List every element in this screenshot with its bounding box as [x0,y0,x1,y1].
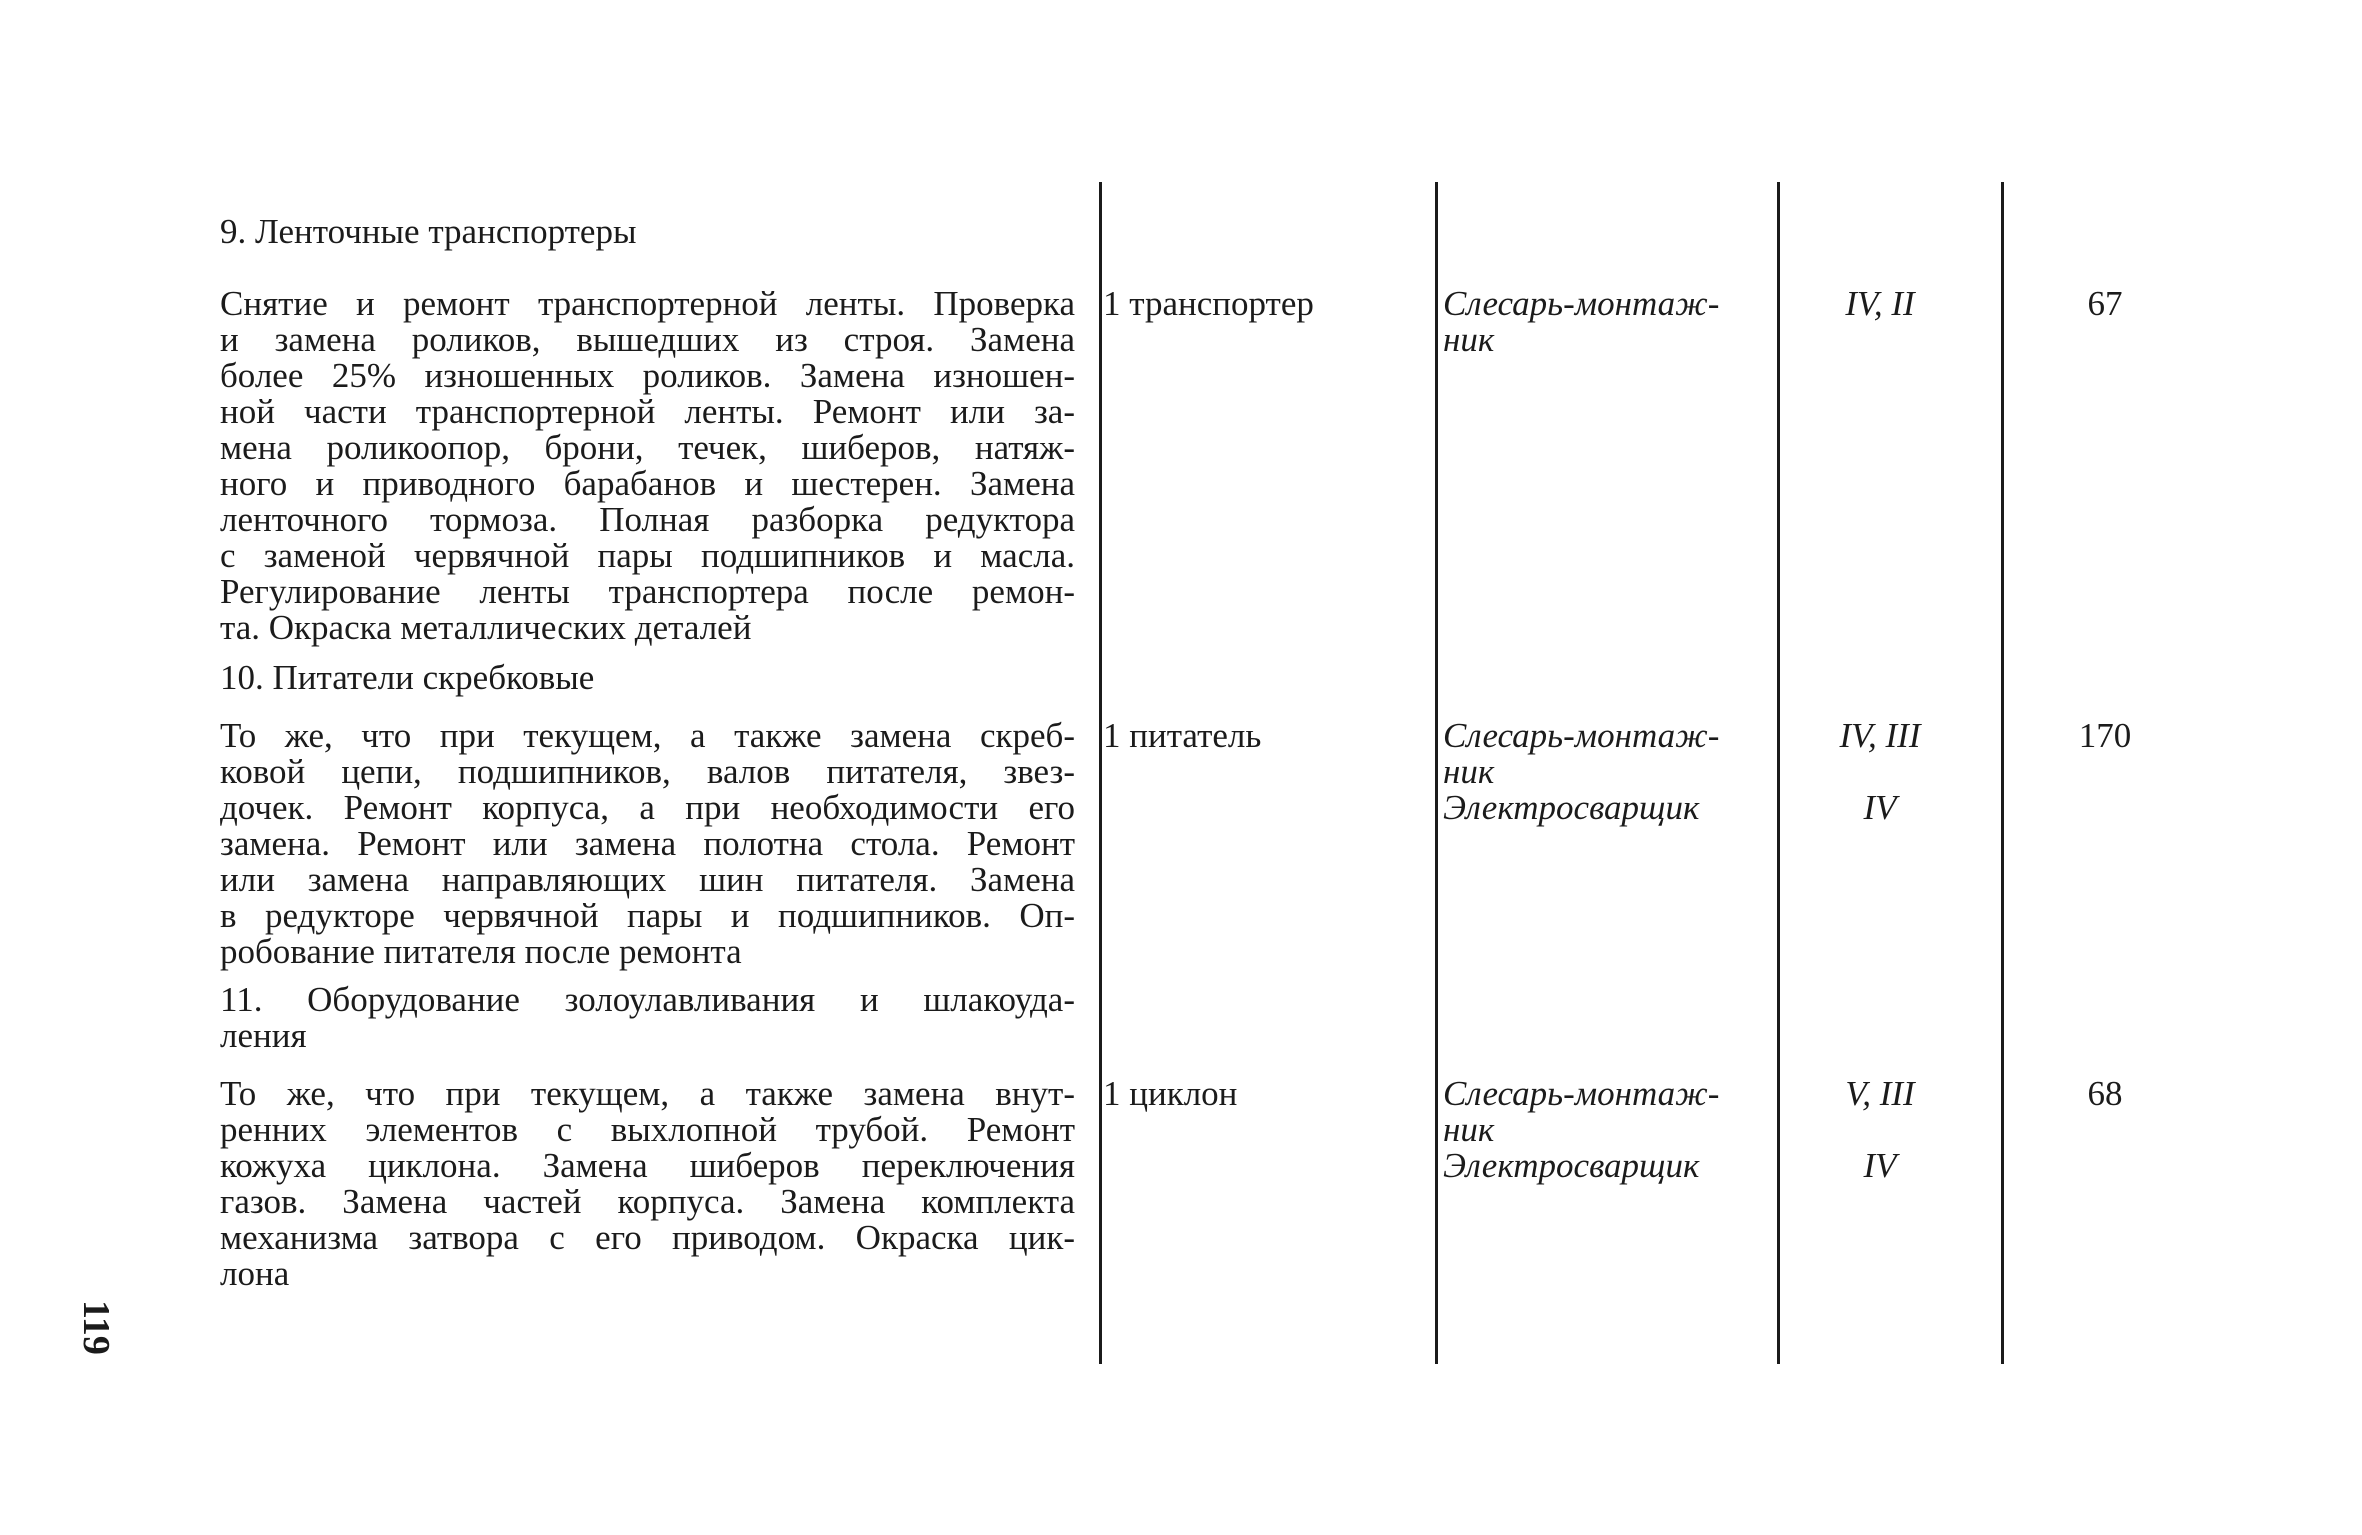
description-line: лона [220,1254,290,1293]
description-line: механизма затвора с его приводом. Окраска цик- [220,1218,1075,1257]
section-description [220,286,1075,646]
section-title: 9. Ленточные транспортеры [220,212,637,251]
norm-cell: 170 [2078,716,2132,755]
section-title-line: ления [220,1016,307,1055]
description-line: с заменой червячной пары подшипников и масла. [220,536,1075,575]
section-title-line: 11. Оборудование золоулавливания и шлакоуда- [220,980,1075,1019]
description-line: в редукторе червячной пары и подшипников. Оп- [220,896,1075,935]
worker-cell: Слесарь-монтаж- [1443,716,1720,755]
worker-cell: ник [1443,752,1495,791]
description-line: замена. Ремонт или замена полотна стола. Ремонт [220,824,1075,863]
norm-cell: 68 [2087,1074,2123,1113]
description-line: или замена направляющих шин питателя. Замена [220,860,1075,899]
section-description [220,1076,1075,1292]
description-line: ленточного тормоза. Полная разборка редуктора [220,500,1075,539]
norm-cell: 67 [2087,284,2123,323]
section-title [220,982,1075,1054]
description-line: та. Окраска металлических деталей [220,608,752,647]
section-description [220,718,1075,970]
worker-cell: Электросварщик [1443,1146,1700,1185]
description-line: и замена роликов, вышедших из строя. Замена [220,320,1075,359]
unit-cell: 1 питатель [1103,716,1262,755]
grade-cell: IV, III [1839,716,1921,755]
grade-cell: V, III [1845,1074,1915,1113]
description-line: дочек. Ремонт корпуса, а при необходимости его [220,788,1075,827]
worker-cell: Слесарь-монтаж- [1443,1074,1720,1113]
description-line: кожуха циклона. Замена шиберов переключения [220,1146,1075,1185]
grade-cell: IV, II [1845,284,1915,323]
description-line: мена роликоопор, брони, течек, шиберов, натяж- [220,428,1075,467]
section-title: 10. Питатели скребковые [220,658,595,697]
description-line: газов. Замена частей корпуса. Замена комплекта [220,1182,1075,1221]
worker-cell: ник [1443,1110,1495,1149]
description-line: ной части транспортерной ленты. Ремонт или за- [220,392,1075,431]
worker-cell: Слесарь-монтаж- [1443,284,1720,323]
unit-cell: 1 циклон [1103,1074,1238,1113]
column-divider-3 [1777,182,1780,1364]
worker-cell: ник [1443,320,1495,359]
description-line: То же, что при текущем, а также замена внут- [220,1074,1075,1113]
description-line: робование питателя после ремонта [220,932,742,971]
grade-cell: IV [1863,788,1897,827]
description-line: более 25% изношенных роликов. Замена изношен- [220,356,1075,395]
column-divider-4 [2001,182,2004,1364]
worker-cell: Электросварщик [1443,788,1700,827]
description-line: ренних элементов с выхлопной трубой. Ремонт [220,1110,1075,1149]
column-divider-1 [1099,182,1102,1364]
unit-cell: 1 транспортер [1103,284,1314,323]
grade-cell: IV [1863,1146,1897,1185]
column-divider-2 [1435,182,1438,1364]
description-line: ного и приводного барабанов и шестерен. Замена [220,464,1075,503]
description-line: Регулирование ленты транспортера после ремон- [220,572,1075,611]
description-line: Снятие и ремонт транспортерной ленты. Проверка [220,284,1075,323]
page-number: 119 [75,1300,117,1355]
description-line: То же, что при текущем, а также замена скреб- [220,716,1075,755]
description-line: ковой цепи, подшипников, валов питателя, звез- [220,752,1075,791]
